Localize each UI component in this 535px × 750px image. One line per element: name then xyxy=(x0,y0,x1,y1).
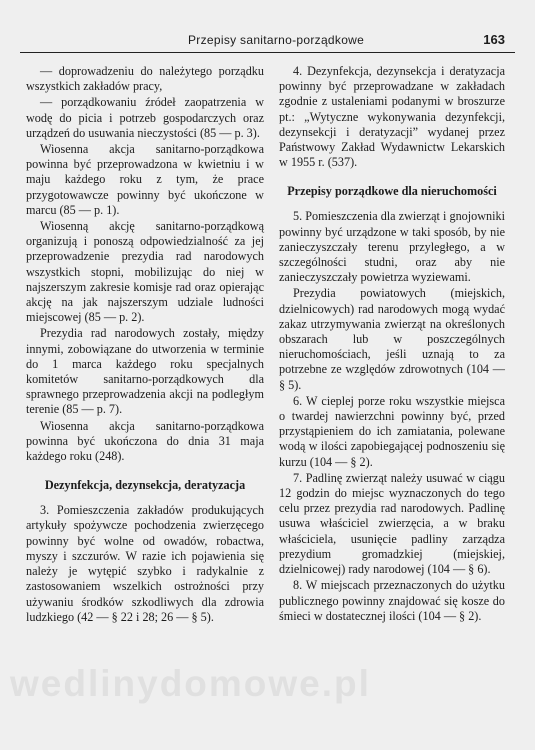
paragraph: 5. Pomieszczenia dla zwierząt i gnojowniki powinny być urządzone w taki sposób, by nie zanieczyszczały terenu przyległego, a w szczególności studni, oraz aby nie zanieczyszczały powietrza wyziewami. xyxy=(279,209,505,285)
section-heading: Przepisy porządkowe dla nieruchomości xyxy=(287,184,497,199)
page-number: 163 xyxy=(483,32,505,47)
paragraph: 4. Dezynfekcja, dezynsekcja i deratyzacja powinny być przeprowadzane w zakładach zgodnie z ustaleniami podanymi w broszurze pt.: „Wytyczne wykonywania dezynfekcji, dezynsekcji i deratyzacji” wydanej przez Państwowy Zakład Wydawnictw Lekarskich w 1955 r. (537). xyxy=(279,64,505,170)
watermark: wedlinydomowe.pl xyxy=(10,663,371,704)
paragraph: Wiosenną akcję sanitarno-porządkową organizują i ponoszą odpowiedzialność za jej przeprowadzenie prezydia rad narodowych wszystkich stopni, mobilizując do niej w najszerszym zakresie komisje rad oraz opierając akcję na jak najszerszym udziale ludności miejscowej (85 — p. 2). xyxy=(26,219,264,325)
paragraph: Wiosenna akcja sanitarno-porządkowa powinna być przeprowadzona w kwietniu i w maju każdego roku z tym, że prace przygotowawcze powinny być ukończone w marcu (85 — p. 1). xyxy=(26,142,264,217)
page-header xyxy=(20,30,515,53)
paragraph: 6. W cieplej porze roku wszystkie miejsca o twardej nawierzchni powinny być, przed przystąpieniem do ich zamiatania, polewane wodą w ilości zapobiegającej podnoszeniu się kurzu (104 — § 2). xyxy=(279,393,505,469)
right-column xyxy=(279,64,505,625)
paragraph: 3. Pomieszczenia zakładów produkujących artykuły spożywcze pochodzenia zwierzęcego powinny być wolne od owadów, robactwa, myszy i szczurów. W razie ich pojawienia się należy je wytępić szybko i radykalnie z zastosowaniem wszelkich ostrożności przy używaniu środków szkodliwych dla zdrowia ludzkiego (42 — § 22 i 28; 26 — § 5). xyxy=(26,503,264,624)
running-title: Przepisy sanitarno-porządkowe xyxy=(188,33,365,47)
left-column xyxy=(26,64,264,626)
paragraph: Prezydia powiatowych (miejskich, dzielnicowych) rad narodowych mogą wydać zakaz utrzymywania zwierząt na określonych obszarach lub w poszczególnych nieruchomościach, jeśli uznają to za potrzebne ze względów zdrowotnych (104 — § 5). xyxy=(279,286,505,392)
paragraph: — doprowadzeniu do należytego porządku wszystkich zakładów pracy, xyxy=(26,64,264,94)
paragraph: Wiosenna akcja sanitarno-porządkowa powinna być ukończona do dnia 31 maja każdego roku (248). xyxy=(26,418,264,464)
paragraph: 7. Padlinę zwierząt należy usuwać w ciągu 12 godzin do miejsc wyznaczonych do tego celu przez prezydia rad narodowych. Padlinę usuwa właściciel zwierzęcia, a w braku właściciela, usunięcie padliny zarządza prezydium gromadzkiej (miejskiej, dzielnicowej) rady narodowej (104 — § 6). xyxy=(279,470,505,577)
paragraph: Prezydia rad narodowych zostały, między innymi, zobowiązane do utworzenia w terminie do 1 marca każdego roku specjalnych komitetów sanitarno-porządkowych dla sprawnego przeprowadzenia akcji na podległym terenie (85 — p. 7). xyxy=(26,326,264,417)
paragraph: 8. W miejscach przeznaczonych do użytku publicznego powinny znajdować się kosze do śmieci w dostatecznej ilości (104 — § 2). xyxy=(279,578,505,623)
paragraph: — porządkowaniu źródeł zaopatrzenia w wodę do picia i potrzeb gospodarczych oraz urządzeń do usuwania nieczystości (85 — p. 3). xyxy=(26,95,264,140)
section-heading: Dezynfekcja, dezynsekcja, deratyzacja xyxy=(44,478,246,493)
